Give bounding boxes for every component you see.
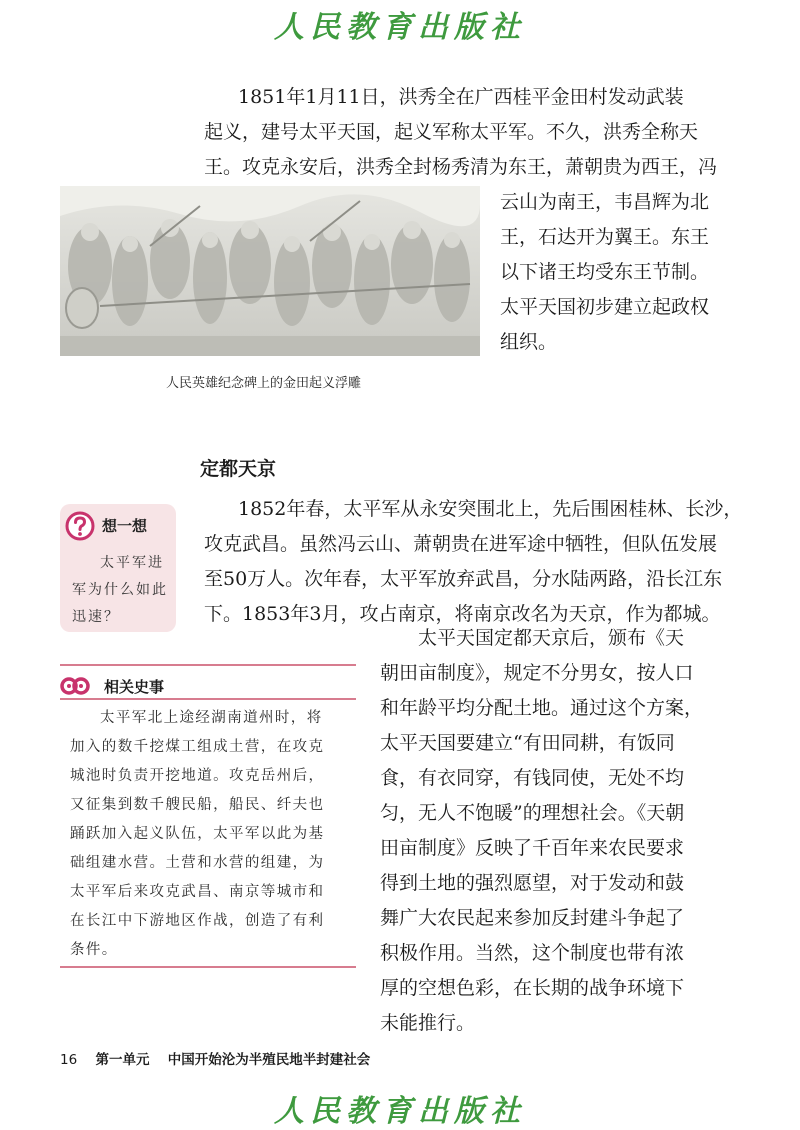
text-line: 未能推行。: [380, 1012, 476, 1034]
text-line: 太平军北上途经湖南道州时，将: [100, 710, 323, 726]
text-line: 舞广大农民起来参加反封建斗争起了: [380, 907, 685, 929]
text-line: 王，石达开为翼王。东王: [500, 226, 710, 248]
chapter-title: 中国开始沦为半殖民地半封建社会: [167, 1052, 371, 1068]
text-line: 太平天国定都天京后，颁布《天: [418, 627, 685, 649]
text-line: 匀，无人不饱暖”的理想社会。《天朝: [380, 802, 685, 824]
text-line: 条件。: [70, 942, 118, 958]
text-line: 城池时负责开挖地道。攻克岳州后，: [70, 768, 325, 784]
text-line: 太平军进: [100, 555, 164, 571]
text-line: 和年龄平均分配土地。通过这个方案，: [380, 697, 704, 719]
unit-label: 第一单元: [95, 1052, 150, 1068]
text-line: 朝田亩制度》，规定不分男女，按人口: [380, 662, 694, 684]
text-line: 1852年春，太平军从永安突围北上，先后围困桂林、长沙，: [238, 498, 743, 520]
jintian-uprising-relief-image: [60, 186, 480, 356]
think-box-question: [72, 550, 172, 631]
text-line: 太平军后来攻克武昌、南京等城市和: [70, 884, 325, 900]
figure-caption: 人民英雄纪念碑上的金田起义浮雕: [166, 376, 362, 391]
text-line: 厚的空想色彩，在长期的战争环境下: [380, 977, 685, 999]
text-line: 下。1853年3月，攻占南京，将南京改名为天京，作为都城。: [204, 603, 721, 625]
section-title: 定都天京: [200, 458, 277, 480]
text-line: 起义，建号太平天国，起义军称太平军。不久，洪秀全称天: [204, 121, 699, 143]
history-swirl-icon: [60, 672, 90, 700]
text-line: 得到土地的强烈愿望，对于发动和鼓: [380, 872, 685, 894]
text-line: 迅速？: [72, 609, 120, 625]
think-box: [60, 504, 176, 632]
text-line: 又征集到数千艘民船，船民、纤夫也: [70, 797, 325, 813]
text-line: 至50万人。次年春，太平军放弃武昌，分水陆两路，沿长江东: [204, 568, 723, 590]
question-mark-icon: [65, 511, 95, 541]
text-line: 在长江中下游地区作战，创造了有利: [70, 913, 325, 929]
related-story-text: [70, 704, 324, 965]
text-line: 础组建水营。土营和水营的组建，为: [70, 855, 325, 871]
text-line: 军为什么如此: [72, 582, 168, 598]
intro-paragraph-side: [500, 185, 709, 360]
page-footer: [60, 1048, 370, 1068]
text-line: 太平天国要建立“有田同耕，有饭同: [380, 732, 675, 754]
text-line: 加入的数千挖煤工组成土营，在攻克: [70, 739, 325, 755]
text-line: 踊跃加入起义队伍，太平军以此为基: [70, 826, 325, 842]
intro-paragraph-top: [204, 80, 717, 185]
section-paragraph-1: [204, 492, 742, 632]
related-story-title: 相关史事: [104, 678, 165, 696]
text-line: 组织。: [500, 331, 558, 353]
text-line: 攻克武昌。虽然冯云山、萧朝贵在进军途中牺牲，但队伍发展: [204, 533, 718, 555]
publisher-logo-top: 人民教育出版社: [274, 10, 526, 45]
text-line: 田亩制度》反映了千百年来农民要求: [380, 837, 685, 859]
divider-top: [60, 664, 356, 666]
text-line: 1851年1月11日，洪秀全在广西桂平金田村发动武装: [238, 86, 684, 108]
divider-bottom: [60, 966, 356, 968]
divider-under-title: [60, 698, 356, 700]
section-paragraph-2: [380, 621, 703, 1041]
text-line: 食，有衣同穿，有钱同使，无处不均: [380, 767, 685, 789]
publisher-logo-bottom: 人民教育出版社: [274, 1094, 526, 1129]
text-line: 以下诸王均受东王节制。: [500, 261, 710, 283]
page-number: 16: [60, 1052, 78, 1068]
text-line: 王。攻克永安后，洪秀全封杨秀清为东王，萧朝贵为西王，冯: [204, 156, 718, 178]
text-line: 积极作用。当然，这个制度也带有浓: [380, 942, 685, 964]
think-box-title: 想一想: [102, 517, 148, 535]
related-story-header: [60, 672, 356, 700]
text-line: 云山为南王，韦昌辉为北: [500, 191, 710, 213]
text-line: 太平天国初步建立起政权: [500, 296, 710, 318]
